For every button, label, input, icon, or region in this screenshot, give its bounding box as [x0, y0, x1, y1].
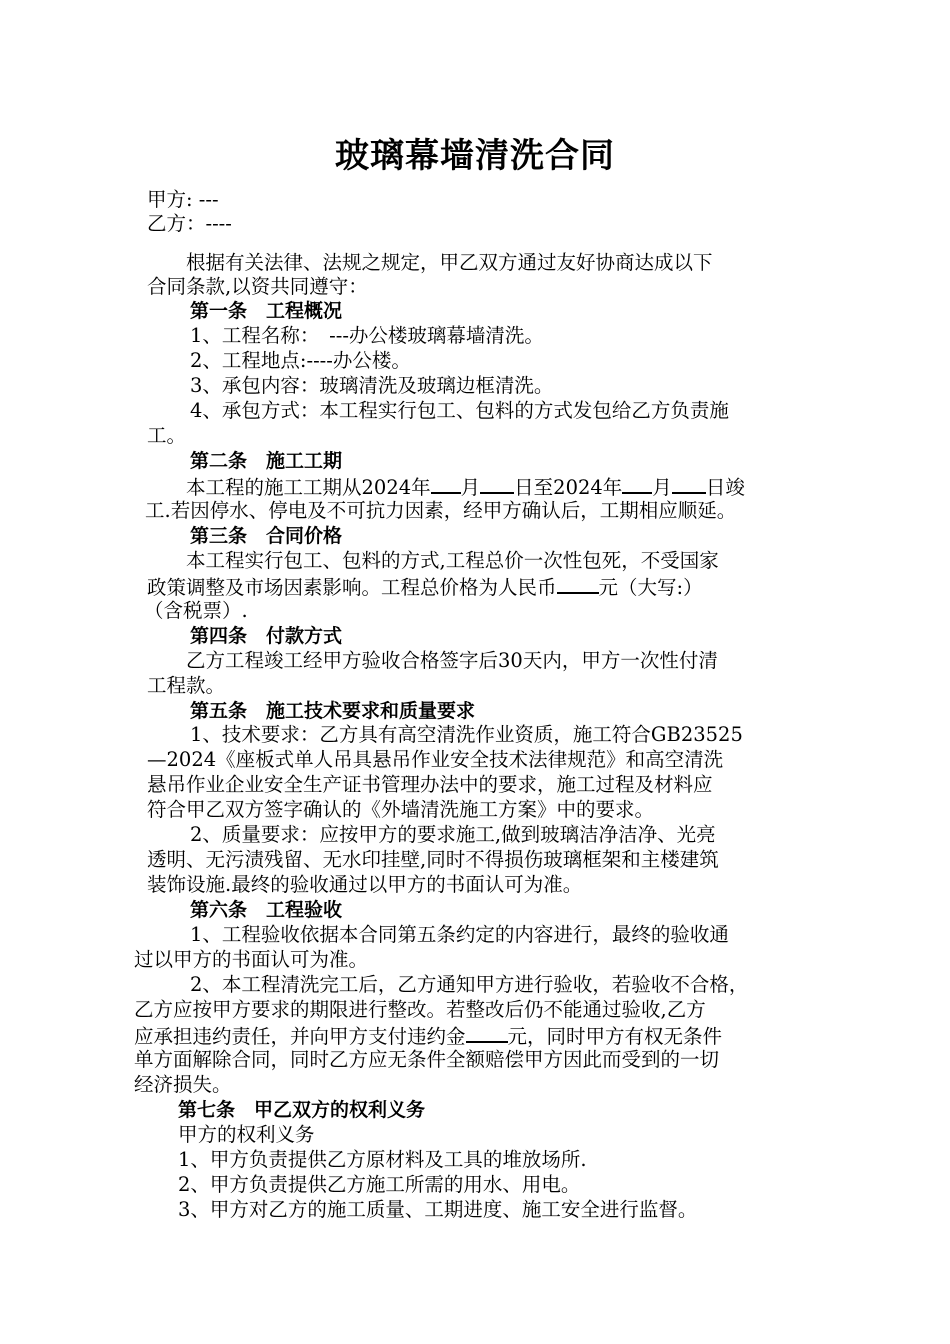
article-5-line: 1、技术要求：乙方具有高空清洗作业资质，施工符合GB23525 — [190, 723, 743, 746]
article-1-line: 4、承包方式：本工程实行包工、包料的方式发包给乙方负责施 — [190, 399, 729, 422]
article-6-line: 经济损失。 — [134, 1073, 232, 1096]
article-5-line: 符合甲乙双方签字确认的《外墙清洗施工方案》中的要求。 — [147, 798, 655, 821]
article-4-line: 工程款。 — [147, 674, 226, 697]
article-7-line: 甲方的权利义务 — [178, 1123, 315, 1146]
intro-line: 根据有关法律、法规之规定，甲乙双方通过友好协商达成以下 — [186, 251, 713, 274]
article-5-line: 透明、无污渍残留、无水印挂壁,同时不得损伤玻璃框架和主楼建筑 — [147, 848, 719, 871]
intro-line: 合同条款,以资共同遵守： — [147, 275, 368, 298]
article-5-line: 2、质量要求：应按甲方的要求施工,做到玻璃洁净洁净、光亮 — [190, 823, 716, 846]
article-5-line: 悬吊作业企业安全生产证书管理办法中的要求，施工过程及材料应 — [147, 773, 713, 796]
article-1-line: 2、工程地点:----办公楼。 — [190, 349, 411, 372]
party-a: 甲方: --- — [147, 188, 219, 211]
article-7-heading: 第七条 甲乙双方的权利义务 — [178, 1099, 426, 1121]
blank-line — [557, 574, 599, 594]
document-title: 玻璃幕墙清洗合同 — [335, 136, 615, 176]
article-2-line: 本工程的施工工期从2024年 月 日至2024年 月 日竣 — [186, 476, 745, 499]
article-1-line: 工。 — [147, 424, 187, 447]
blank-line — [622, 474, 652, 494]
article-3-line: 政策调整及市场因素影响。工程总价格为人民币 元（大写:） — [147, 576, 703, 599]
article-1-line: 1、工程名称： ---办公楼玻璃幕墙清洗。 — [190, 324, 544, 347]
article-7-line: 1、甲方负责提供乙方原材料及工具的堆放场所. — [178, 1148, 587, 1171]
party-b: 乙方：---- — [147, 212, 232, 235]
article-6-line: 1、工程验收依据本合同第五条约定的内容进行，最终的验收通 — [190, 923, 729, 946]
article-6-line: 2、本工程清洗完工后，乙方通知甲方进行验收，若验收不合格， — [190, 973, 749, 996]
article-1-heading: 第一条 工程概况 — [190, 300, 343, 322]
article-6-line: 乙方应按甲方要求的期限进行整改。若整改后仍不能通过验收,乙方 — [134, 998, 706, 1021]
article-5-line: —2024《座板式单人吊具悬吊作业安全技术法律规范》和高空清洗 — [147, 748, 724, 771]
article-5-line: 装饰设施.最终的验收通过以甲方的书面认可为准。 — [147, 873, 583, 896]
article-3-line: 本工程实行包工、包料的方式,工程总价一次性包死，不受国家 — [186, 549, 719, 572]
article-6-heading: 第六条 工程验收 — [190, 899, 343, 921]
blank-line — [480, 474, 514, 494]
blank-line — [672, 474, 706, 494]
article-2-heading: 第二条 施工工期 — [190, 450, 343, 472]
article-6-line: 应承担违约责任，并向甲方支付违约金 元，同时甲方有权无条件 — [134, 1025, 723, 1048]
article-2-line: 工.若因停水、停电及不可抗力因素，经甲方确认后，工期相应顺延。 — [145, 499, 737, 522]
article-4-line: 乙方工程竣工经甲方验收合格签字后30天内，甲方一次性付清 — [186, 649, 718, 672]
article-7-line: 2、甲方负责提供乙方施工所需的用水、用电。 — [178, 1173, 581, 1196]
blank-line — [466, 1023, 508, 1043]
article-4-heading: 第四条 付款方式 — [190, 625, 343, 647]
article-6-line: 过以甲方的书面认可为准。 — [134, 948, 369, 971]
article-3-line: （含税票）. — [144, 599, 248, 622]
article-6-line: 单方面解除合同，同时乙方应无条件全额赔偿甲方因此而受到的一切 — [134, 1048, 720, 1071]
article-7-line: 3、甲方对乙方的施工质量、工期进度、施工安全进行监督。 — [178, 1198, 698, 1221]
article-5-heading: 第五条 施工技术要求和质量要求 — [190, 700, 476, 722]
article-1-line: 3、承包内容：玻璃清洗及玻璃边框清洗。 — [190, 374, 554, 397]
blank-line — [431, 474, 461, 494]
article-3-heading: 第三条 合同价格 — [190, 525, 343, 547]
